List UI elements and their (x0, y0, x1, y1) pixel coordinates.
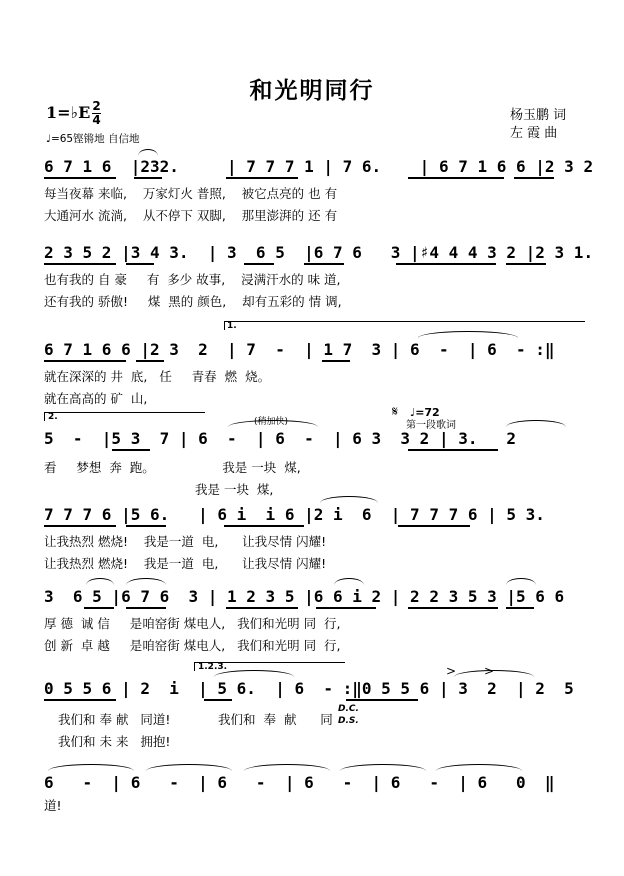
volta-2-label: 2. (48, 412, 58, 422)
accent-mark-2: > (484, 664, 495, 678)
lyrics-row-3-verse-2: 就在高高的 矿 山, (44, 391, 148, 406)
notes-row-6: 3 6 5 |6 7 6 3 | 1 2 3 5 |6 6 i 2 | 2 2 3 5 3 |5 6 6 (44, 587, 565, 606)
composer-credit: 左 霞 曲 (510, 126, 558, 141)
volta-3-label: 1.2.3. (198, 662, 228, 672)
beam (316, 607, 376, 609)
notes-row-5: 7 7 7 6 |5 6. | 6 i i 6 |2 i 6 | 7 7 7 6 | 5 3. (44, 505, 545, 524)
song-title: 和光明同行 (249, 77, 375, 104)
tempo-change-note: (稍加快) (254, 417, 289, 427)
beam (396, 263, 496, 265)
beam (126, 263, 154, 265)
beam (84, 607, 114, 609)
beam (112, 449, 150, 451)
lyrics-row-4-verse-2: 我是 一块 煤, (44, 482, 274, 497)
time-signature (92, 100, 101, 127)
volta-1-label: 1. (227, 321, 237, 331)
slur (320, 496, 378, 503)
lyrics-row-2-verse-1: 也有我的 自 豪 有 多少 故事, 浸满汗水的 味 道, (44, 272, 341, 287)
slur (126, 578, 166, 585)
lyrics-row-6-verse-2: 创 新 卓 越 是咱窑街 煤电人, 我们和光明 同 行, (44, 638, 341, 653)
beam (134, 177, 162, 179)
beam (44, 263, 116, 265)
time-signature-top: 2 (92, 99, 101, 113)
volta-2-bracket (44, 412, 205, 421)
ds-mark: D.S. (338, 716, 359, 726)
beam (304, 263, 344, 265)
beam (44, 177, 116, 179)
beam (244, 263, 274, 265)
beam (506, 263, 546, 265)
beam (408, 607, 498, 609)
first-verse-note: 第一段歌词 (406, 420, 456, 431)
key-signature: 1=♭E (46, 103, 91, 122)
lyrics-row-8-verse-1: 道! (44, 798, 62, 813)
lyrics-row-2-verse-2: 还有我的 骄傲! 煤 黑的 颜色, 却有五彩的 情 调, (44, 294, 342, 309)
beam (204, 699, 232, 701)
slur (138, 149, 158, 156)
accent-mark-1: > (446, 664, 457, 678)
slur (506, 578, 536, 585)
new-tempo: ♩=72 (410, 406, 440, 419)
beam (322, 360, 350, 362)
lyrics-row-6-verse-1: 厚 德 诚 信 是咱窑街 煤电人, 我们和光明 同 行, (44, 616, 341, 631)
lyrics-row-4-verse-1: 看 梦想 奔 跑。 我是 一块 煤, (44, 460, 301, 475)
beam (126, 525, 166, 527)
lyrics-row-5-verse-1: 让我热烈 燃烧! 我是一道 电, 让我尽情 闪耀! (44, 534, 327, 549)
tempo-marking: ♩=65铿锵地 自信地 (46, 133, 140, 145)
tie (506, 420, 566, 427)
slur (334, 578, 364, 585)
lyrics-row-1-verse-1: 每当夜幕 来临, 万家灯火 普照, 被它点亮的 也 有 (44, 186, 338, 201)
dc-mark: D.C. (338, 704, 359, 714)
beam (346, 699, 418, 701)
beam (506, 607, 534, 609)
tie (228, 420, 318, 427)
tie (146, 764, 232, 771)
time-signature-bottom: 4 (92, 113, 101, 127)
tie (340, 764, 426, 771)
beam (224, 525, 304, 527)
beam (44, 360, 126, 362)
tie (48, 764, 134, 771)
segno-sign: 𝄋 (392, 404, 399, 420)
lyrics-row-7-verse-2: 我们和 未 来 拥抱! (58, 734, 171, 749)
beam (408, 177, 504, 179)
volta-1-bracket (224, 321, 585, 330)
beam (398, 525, 470, 527)
beam (126, 607, 166, 609)
notes-row-4: 5 - |5 3 7 | 6 - | 6 - | 6 3 3 2 | 3. 2 (44, 429, 517, 448)
beam (408, 449, 498, 451)
tie (214, 670, 294, 677)
lyrics-row-5-verse-2: 让我热烈 燃烧! 我是一道 电, 让我尽情 闪耀! (44, 556, 327, 571)
beam (136, 360, 164, 362)
notes-row-1: 6 7 1 6 |232. | 7 7 7 1 | 7 6. | 6 7 1 6 6 |2 3 2 (44, 157, 594, 176)
beam (44, 699, 116, 701)
tie (244, 764, 330, 771)
lyrics-row-3-verse-1: 就在深深的 井 底, 任 青春 燃 烧。 (44, 369, 271, 384)
tie (454, 670, 534, 677)
slur (86, 578, 114, 585)
tie (418, 331, 518, 338)
beam (514, 177, 554, 179)
beam (226, 177, 298, 179)
beam (226, 607, 298, 609)
beam (44, 525, 116, 527)
notes-row-7: 0 5 5 6 | 2 i | 5 6. | 6 - :‖0 5 5 6 | 3 2 | 2 5 (44, 679, 574, 698)
notes-row-8: 6 - | 6 - | 6 - | 6 - | 6 - | 6 0 ‖ (44, 773, 555, 792)
lyricist-credit: 杨玉鹏 词 (510, 108, 567, 123)
notes-row-3: 6 7 1 6 6 |2 3 2 | 7 - | 1 7 3 | 6 - | 6 - :‖ (44, 340, 555, 359)
lyrics-row-7-verse-1: 我们和 奉 献 同道! 我们和 奉 献 同 (58, 712, 333, 727)
notes-row-2: 2 3 5 2 |3 4 3. | 3 6 5 |6 7 6 3 |♯4 4 4 3 2 |2 3 1. (44, 243, 594, 262)
tie (436, 764, 522, 771)
lyrics-row-1-verse-2: 大通河水 流淌, 从不停下 双脚, 那里澎湃的 还 有 (44, 208, 338, 223)
